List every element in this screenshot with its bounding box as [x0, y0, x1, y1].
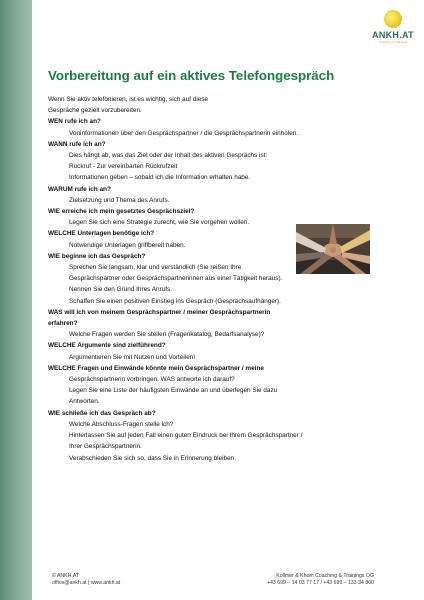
body-text-line: Gesprächspartnerin vorbringen. WAS antworte ich darauf?: [69, 376, 235, 384]
footer-right: [267, 573, 374, 587]
body-text-line: Schaffen Sie einen positiven Einstieg ins Gespräch (Gesprächsaufhänger).: [69, 297, 281, 305]
page-title: Vorbereitung auf ein aktives Telefongespräch: [48, 68, 335, 83]
logo-name: ANKH.AT: [372, 30, 414, 40]
section-question: WIE beginne ich das Gespräch?: [48, 252, 146, 260]
body-text-line: Legen Sie sich eine Strategie zurecht, wie Sie vorgehen wollen.: [69, 219, 250, 227]
body-text-line: Verabschieden Sie sich so, dass Sie in Erinnerung bleiben.: [69, 454, 236, 462]
footer-contact-links[interactable]: office@ankh.at | www.ankh.at: [52, 580, 121, 586]
footer-company: Kollmer & Khom Coaching & Trainings OG: [276, 573, 374, 579]
ankh-logo: [370, 10, 416, 44]
body-text-line: Informationen geben – sobald ich die Information erhalten habe.: [69, 174, 251, 182]
left-color-band: [0, 0, 32, 600]
section-question: WELCHE Fragen und Einwände könnte mein Gesprächspartner / meine: [48, 364, 264, 372]
section-question: WANN rufe ich an?: [48, 140, 106, 148]
body-text-line: Antworten.: [69, 398, 100, 406]
body-text-line: Gesprächspartner oder Gesprächspartnerinnen aus einer Tätigkeit heraus).: [69, 275, 283, 283]
body-text-line: Notwendige Unterlagen griffbereit haben.: [69, 241, 186, 249]
body-text-line: Ihrer Gesprächspartnerin.: [69, 443, 142, 451]
section-question: WELCHE Unterlagen benötige ich?: [48, 230, 155, 238]
section-question: WIE schließe ich das Gespräch ab?: [48, 409, 156, 417]
footer-left: [52, 573, 120, 587]
body-text-line: Nennen Sie den Grund Ihres Anrufs.: [69, 286, 173, 294]
section-question: WELCHE Argumente sind zielführend?: [48, 342, 166, 350]
section-question: WAS will ich von meinem Gesprächspartner / meiner Gesprächspartnerin: [48, 308, 271, 316]
section-question: WARUM rufe ich an?: [48, 185, 111, 193]
section-question: erfahren?: [48, 320, 78, 328]
footer-phone: +43 699 – 14 03 77 17 / +43 699 – 133 34 800: [266, 580, 374, 586]
section-question: WIE erreiche ich mein gesetztes Gesprächsziel?: [48, 208, 195, 216]
document-body: [48, 94, 378, 464]
body-text-line: Zielsetzung und Thema des Anrufs.: [69, 196, 170, 204]
hands-photo-illustration: [296, 224, 370, 274]
body-text-line: Voninformationen über den Gesprächspartner / die Gesprächspartnerin einholen.: [69, 129, 299, 137]
teamwork-hands-photo: [296, 224, 370, 274]
body-text-line: Gespräche gezielt vorzubereiten.: [48, 107, 142, 115]
footer-copyright: © ANKH.AT: [52, 573, 80, 579]
section-question: WEN rufe ich an?: [48, 118, 101, 126]
body-text-line: Legen Sie eine Liste der häufigsten Einwände an und überlegen Sie dazu: [69, 387, 278, 395]
sun-logo-icon: [384, 10, 402, 28]
body-text-line: Welche Fragen werden Sie stellen (Fragenkatalog, Bedarfsanalyse)?: [69, 331, 265, 339]
logo-tagline: Coaching & Trainings: [378, 40, 408, 44]
body-text-line: Sprechen Sie langsam, klar und verständlich (Sie reißen Ihre: [69, 264, 242, 272]
body-text-line: Welche Abschluss-Fragen stelle ich?: [69, 420, 174, 428]
body-text-line: Wenn Sie aktiv telefonieren, ist es wichtig, sich auf diese: [48, 96, 209, 103]
body-text-line: Hinterlassen Sie auf jeden Fall einen guten Eindruck bei Ihrem Gesprächspartner /: [69, 432, 303, 440]
body-text-line: Argumentieren Sie mit Nutzen und Vorteilen!: [69, 353, 196, 361]
body-text-line: Rückruf - Zur vereinbarten Rückrufzeit: [69, 163, 178, 171]
body-text-line: Dies hängt ab, was das Ziel oder der Inhalt des aktiven Gesprächs ist:: [69, 152, 268, 160]
